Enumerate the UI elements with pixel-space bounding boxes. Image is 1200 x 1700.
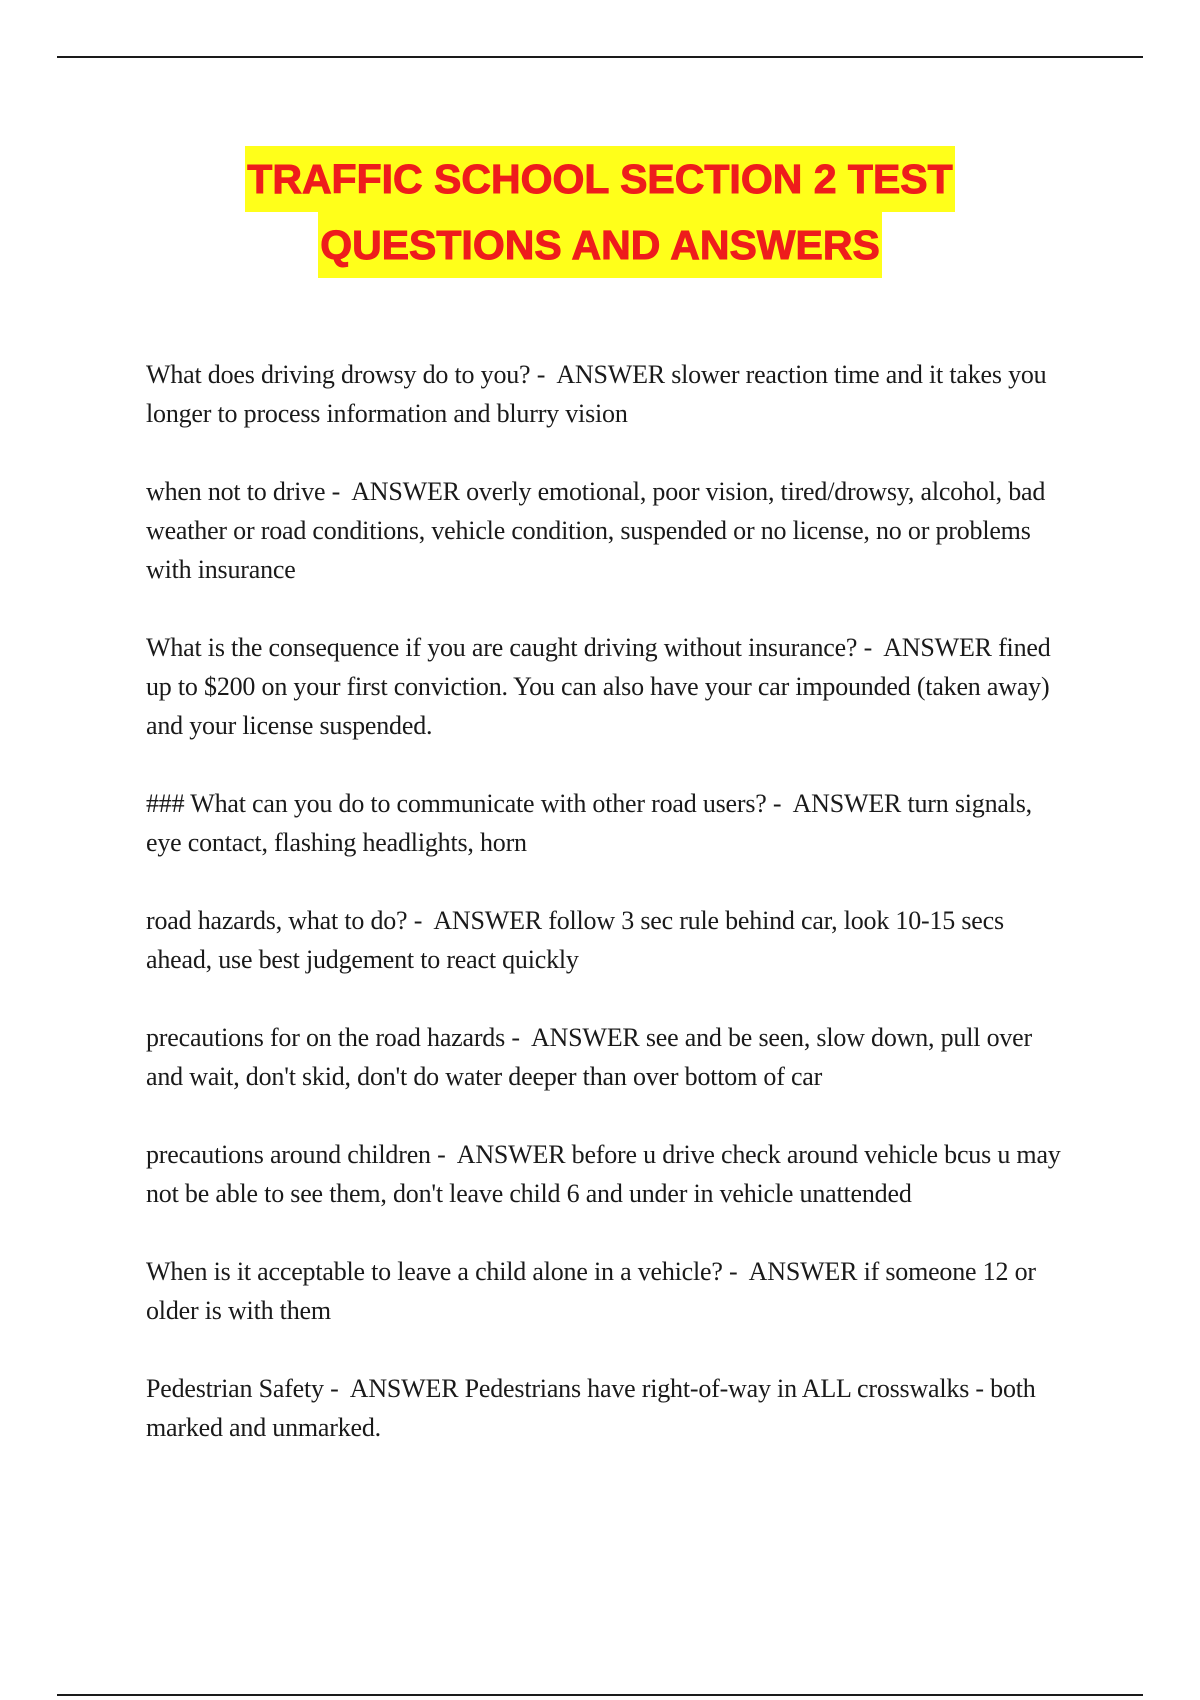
top-divider xyxy=(57,56,1143,58)
answer-label: ANSWER xyxy=(456,1140,566,1169)
bottom-divider xyxy=(57,1694,1143,1696)
answer-label: ANSWER xyxy=(530,1023,640,1052)
qa-separator: - xyxy=(857,633,884,662)
answer-text: follow 3 sec rule behind car, look 10-15 secs ahead, use best judgement to react quickly xyxy=(146,906,1004,974)
answer-text: turn signals, eye contact, flashing headlights, horn xyxy=(146,789,1032,857)
qa-item xyxy=(146,355,1066,433)
document-title xyxy=(0,146,1200,278)
title-line-2: QUESTIONS AND ANSWERS xyxy=(318,212,882,278)
answer-label: ANSWER xyxy=(351,477,460,506)
qa-item xyxy=(146,1369,1066,1447)
answer-label: ANSWER xyxy=(883,633,992,662)
answer-label: ANSWER xyxy=(349,1374,459,1403)
answer-label: ANSWER xyxy=(748,1257,858,1286)
answer-label: ANSWER xyxy=(556,360,665,389)
answer-text: slower reaction time and it takes you longer to process information and blurry vision xyxy=(146,360,1047,428)
answer-text: before u drive check around vehicle bcus u may not be able to see them, don't leave child 6 and under in vehicle unattended xyxy=(146,1140,1061,1208)
qa-item xyxy=(146,1018,1066,1096)
qa-item xyxy=(146,1135,1066,1213)
qa-item xyxy=(146,472,1066,589)
answer-label: ANSWER xyxy=(792,789,902,818)
answer-text: fined up to $200 on your first conviction. You can also have your car impounded (taken away) and your license suspended. xyxy=(146,633,1051,740)
qa-item xyxy=(146,628,1066,745)
answer-text: overly emotional, poor vision, tired/drowsy, alcohol, bad weather or road conditions, vehicle condition, suspended or no license, no or problems with insurance xyxy=(146,477,1046,584)
question-text: ### What can you do to communicate with other road users? xyxy=(146,789,767,818)
question-text: When is it acceptable to leave a child alone in a vehicle? xyxy=(146,1257,723,1286)
answer-text: if someone 12 or older is with them xyxy=(146,1257,1036,1325)
qa-separator: - xyxy=(430,1140,457,1169)
question-text: What does driving drowsy do to you? xyxy=(146,360,531,389)
question-text: Pedestrian Safety xyxy=(146,1374,324,1403)
qa-separator: - xyxy=(325,477,352,506)
answer-label: ANSWER xyxy=(433,906,542,935)
qa-list xyxy=(146,355,1066,1486)
qa-separator: - xyxy=(530,360,557,389)
qa-separator: - xyxy=(722,1257,749,1286)
qa-item xyxy=(146,784,1066,862)
answer-text: see and be seen, slow down, pull over and wait, don't skid, don't do water deeper than over bottom of car xyxy=(146,1023,1032,1091)
question-text: What is the consequence if you are caught driving without insurance? xyxy=(146,633,858,662)
question-text: road hazards, what to do? xyxy=(146,906,408,935)
qa-item xyxy=(146,1252,1066,1330)
qa-separator: - xyxy=(323,1374,350,1403)
question-text: when not to drive xyxy=(146,477,326,506)
qa-item xyxy=(146,901,1066,979)
qa-separator: - xyxy=(505,1023,531,1052)
title-line-1: TRAFFIC SCHOOL SECTION 2 TEST xyxy=(245,146,954,212)
answer-text: Pedestrians have right-of-way in ALL crosswalks - both marked and unmarked. xyxy=(146,1374,1036,1442)
qa-separator: - xyxy=(766,789,793,818)
question-text: precautions for on the road hazards xyxy=(146,1023,506,1052)
qa-separator: - xyxy=(407,906,434,935)
question-text: precautions around children xyxy=(146,1140,431,1169)
